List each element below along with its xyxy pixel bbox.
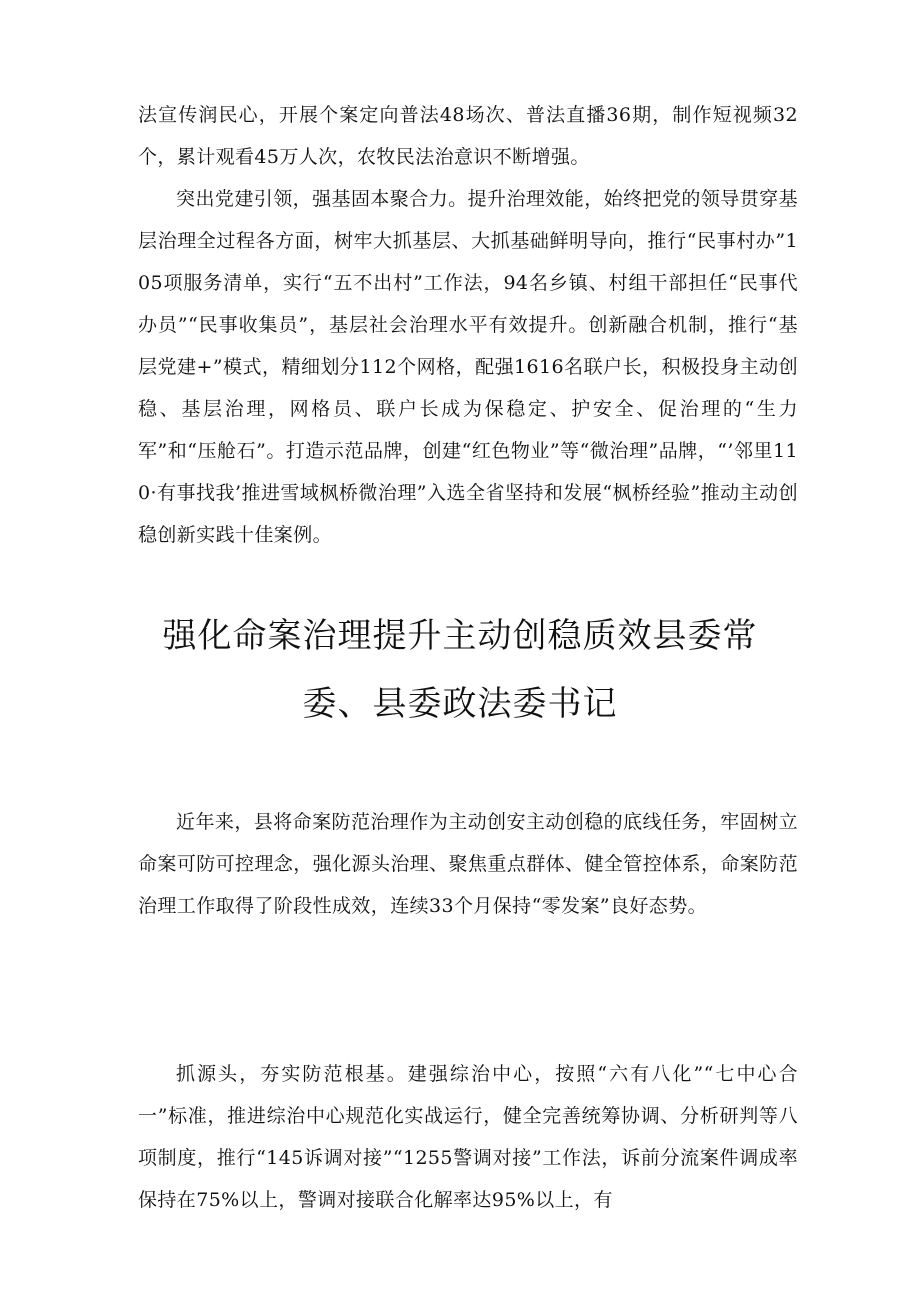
heading-line-1: 强化命案治理提升主动创稳质效县委常 — [162, 616, 758, 656]
section-heading — [120, 602, 800, 738]
paragraph-party-building: 突出党建引领，强基固本聚合力。提升治理效能，始终把党的领导贯穿基层治理全过程各方面，树牢大抓基层、大抓基础鲜明导向，推行“民事村办”105项服务清单，实行“五不出村”工作法，94名乡镇、村组干部担任“民事代办员”“民事收集员”，基层社会治理水平有效提升。创新融合机制，推行“基层党建+”模式，精细划分112个网格，配强1616名联户长，积极投身主动创稳、基层治理，网格员、联户长成为保稳定、护安全、促治理的“生力军”和“压舱石”。打造示范品牌，创建“红色物业”等“微治理”品牌，“’邻里110·有事找我’推进雪域枫桥微治理”入选全省坚持和发展“枫桥经验”推动主动创稳创新实践十佳案例。 — [138, 188, 798, 546]
paragraph-homicide-prevention-intro: 近年来，县将命案防范治理作为主动创安主动创稳的底线任务，牢固树立命案可防可控理念，强化源头治理、聚焦重点群体、健全管控体系，命案防范治理工作取得了阶段性成效，连续33个月保持“零发案”良好态势。 — [138, 811, 798, 917]
paragraph-rural-legal-awareness: 法宣传润民心，开展个案定向普法48场次、普法直播36期，制作短视频32个，累计观看45万人次，农牧民法治意识不断增强。 — [138, 104, 798, 168]
heading-line-2: 委、县委政法委书记 — [302, 684, 618, 724]
paragraph-source-governance: 抓源头，夯实防范根基。建强综治中心，按照“六有八化”“七中心合一”标准，推进综治中心规范化实战运行，健全完善统筹协调、分析研判等八项制度，推行“145诉调对接”“1255警调对接”工作法，诉前分流案件调成率保持在75%以上，警调对接联合化解率达95%以上，有 — [138, 1063, 798, 1211]
